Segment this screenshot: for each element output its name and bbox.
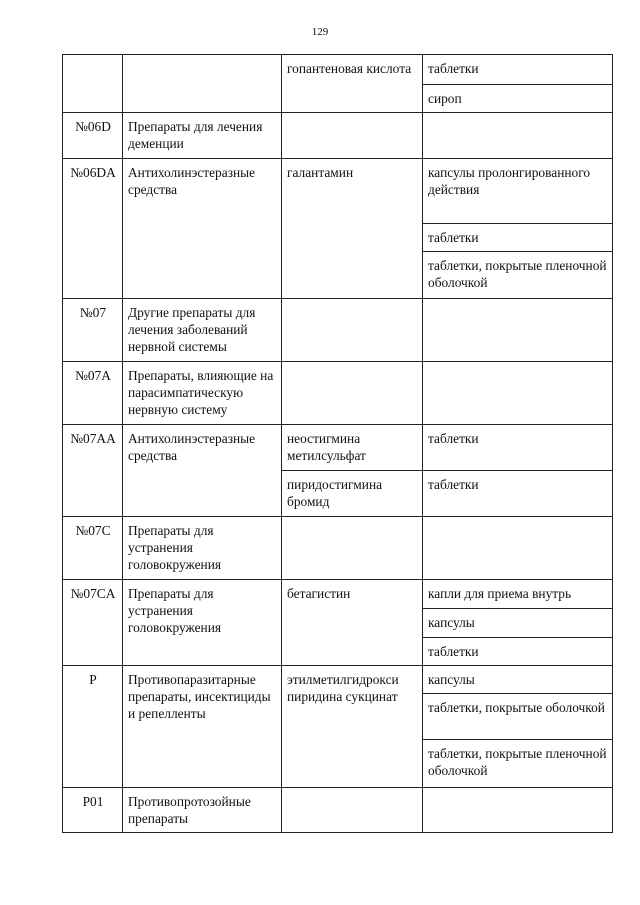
dosage-form-cell: таблетки, покрытые оболочкой (423, 694, 613, 740)
table-row (63, 788, 613, 833)
dosage-form-cell (423, 517, 613, 580)
dosage-form-cell: капсулы пролонгированного действия (423, 159, 613, 224)
group-name-cell: Препараты, влияющие на парасимпатическую нервную систему (123, 362, 282, 425)
group-name-cell (123, 55, 282, 113)
table-row (63, 362, 613, 425)
atc-code-cell: №07 (63, 299, 123, 362)
table-row (63, 517, 613, 580)
dosage-form-cell: таблетки (423, 224, 613, 252)
atc-code-cell: №06DA (63, 159, 123, 299)
substance-cell (282, 517, 423, 580)
atc-code-cell: №06D (63, 113, 123, 159)
atc-code-cell: P (63, 666, 123, 788)
substance-cell: этилметилгидрокси пиридина сукцинат (282, 666, 423, 788)
substance-cell (282, 113, 423, 159)
substance-cell: пиридостигмина бромид (282, 471, 423, 517)
substance-cell (282, 299, 423, 362)
group-name-cell: Противопротозойные препараты (123, 788, 282, 833)
atc-code-cell: №07A (63, 362, 123, 425)
dosage-form-cell: таблетки (423, 638, 613, 666)
dosage-form-cell: капсулы (423, 666, 613, 694)
atc-code-cell: №07AA (63, 425, 123, 517)
dosage-form-cell: таблетки (423, 55, 613, 85)
substance-cell: галантамин (282, 159, 423, 299)
group-name-cell: Препараты для устранения головокружения (123, 517, 282, 580)
group-name-cell: Препараты для лечения деменции (123, 113, 282, 159)
substance-cell (282, 362, 423, 425)
table-row (63, 113, 613, 159)
table-row (63, 55, 613, 85)
dosage-form-cell: таблетки (423, 425, 613, 471)
dosage-form-cell (423, 362, 613, 425)
atc-code-cell: №07C (63, 517, 123, 580)
group-name-cell: Противопаразитарные препараты, инсектициды и репелленты (123, 666, 282, 788)
substance-cell: бетагистин (282, 580, 423, 666)
substance-cell: гопантеновая кислота (282, 55, 423, 113)
page-number: 129 (311, 26, 329, 38)
group-name-cell: Антихолинэстеразные средства (123, 425, 282, 517)
group-name-cell: Антихолинэстеразные средства (123, 159, 282, 299)
atc-code-cell: №07CA (63, 580, 123, 666)
dosage-form-cell: капли для приема внутрь (423, 580, 613, 609)
table-row (63, 666, 613, 694)
table-row (63, 425, 613, 471)
atc-code-cell (63, 55, 123, 113)
dosage-form-cell (423, 113, 613, 159)
group-name-cell: Другие препараты для лечения заболеваний нервной системы (123, 299, 282, 362)
atc-code-cell: P01 (63, 788, 123, 833)
substance-cell (282, 788, 423, 833)
dosage-form-cell: сироп (423, 85, 613, 113)
dosage-form-cell (423, 788, 613, 833)
dosage-form-cell: таблетки, покрытые пленочной оболочкой (423, 252, 613, 299)
table-row (63, 580, 613, 609)
dosage-form-cell: таблетки, покрытые пленочной оболочкой (423, 740, 613, 788)
drug-table (62, 54, 613, 833)
dosage-form-cell: капсулы (423, 609, 613, 638)
dosage-form-cell: таблетки (423, 471, 613, 517)
table-row (63, 299, 613, 362)
dosage-form-cell (423, 299, 613, 362)
group-name-cell: Препараты для устранения головокружения (123, 580, 282, 666)
substance-cell: неостигмина метилсульфат (282, 425, 423, 471)
table-row (63, 159, 613, 224)
